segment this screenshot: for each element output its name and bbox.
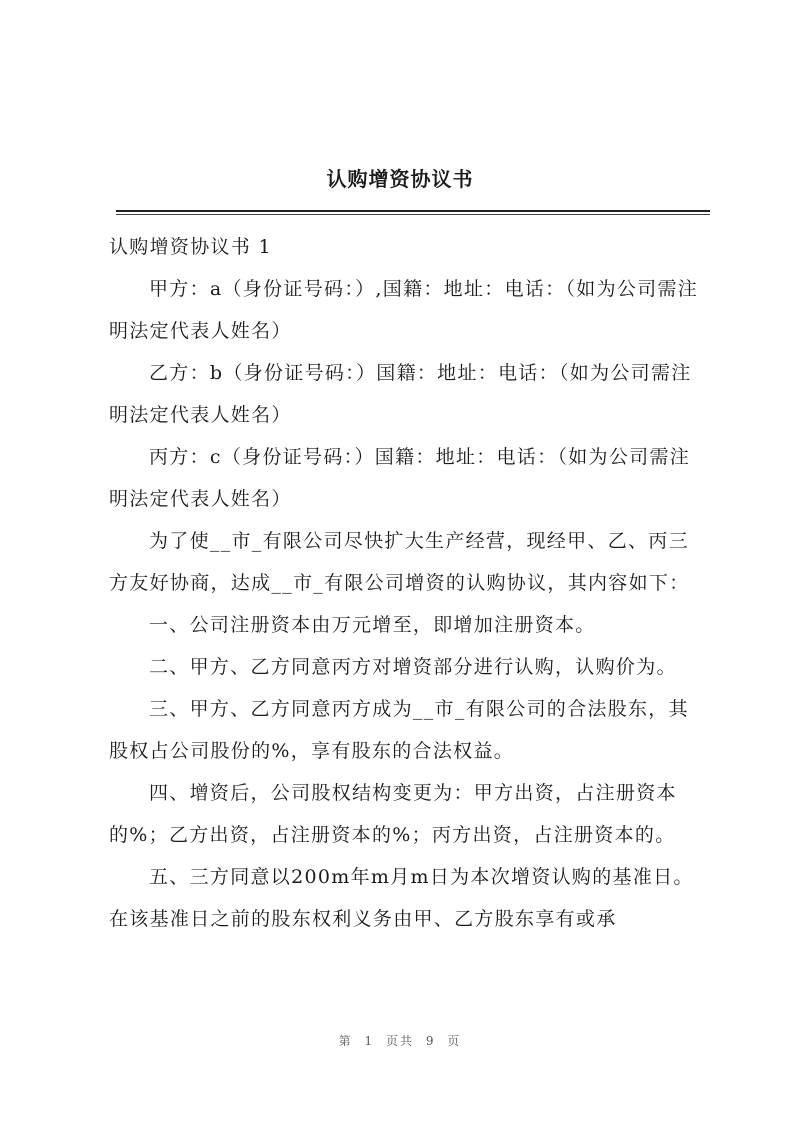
clause-2-paragraph: 二、甲方、乙方同意丙方对增资部分进行认购，认购价为。 (149, 656, 677, 678)
clause-5-paragraph: 五、三方同意以200m年m月m日为本次增资认购的基准日。在该基准日之前的股东权利义务由甲、乙方股东享有或承 (109, 866, 694, 930)
clause-3-paragraph: 三、甲方、乙方同意丙方成为__市_有限公司的合法股东，其股权占公司股份的%，享有股东的合法权益。 (109, 698, 689, 762)
page-footer (0, 1032, 800, 1049)
clause-4-paragraph: 四、增资后，公司股权结构变更为：甲方出资，占注册资本的%；乙方出资，占注册资本的%；丙方出资，占注册资本的。 (109, 782, 677, 846)
clause-1-paragraph: 一、公司注册资本由万元增至，即增加注册资本。 (149, 614, 596, 636)
page-label-suffix: 页 (447, 1034, 462, 1048)
document-heading: 认购增资协议书 1 (109, 236, 272, 258)
document-title: 认购增资协议书 (326, 167, 474, 191)
page-label-mid: 页共 (385, 1034, 414, 1048)
document-body (109, 226, 709, 940)
current-page-number: 1 (364, 1034, 375, 1048)
page-label-prefix: 第 (338, 1034, 353, 1048)
title-divider (116, 210, 710, 212)
party-a-paragraph: 甲方：a（身份证号码：）,国籍：地址：电话：（如为公司需注明法定代表人姓名） (109, 278, 699, 342)
party-c-paragraph: 丙方：c（身份证号码：）国籍：地址：电话：（如为公司需注明法定代表人姓名） (109, 446, 691, 510)
party-b-paragraph: 乙方：b（身份证号码：）国籍：地址：电话：（如为公司需注明法定代表人姓名） (109, 362, 692, 426)
total-pages-number: 9 (425, 1034, 436, 1048)
preamble-paragraph: 为了使__市_有限公司尽快扩大生产经营，现经甲、乙、丙三方友好协商，达成__市_有限公司增资的认购协议，其内容如下： (109, 530, 690, 594)
